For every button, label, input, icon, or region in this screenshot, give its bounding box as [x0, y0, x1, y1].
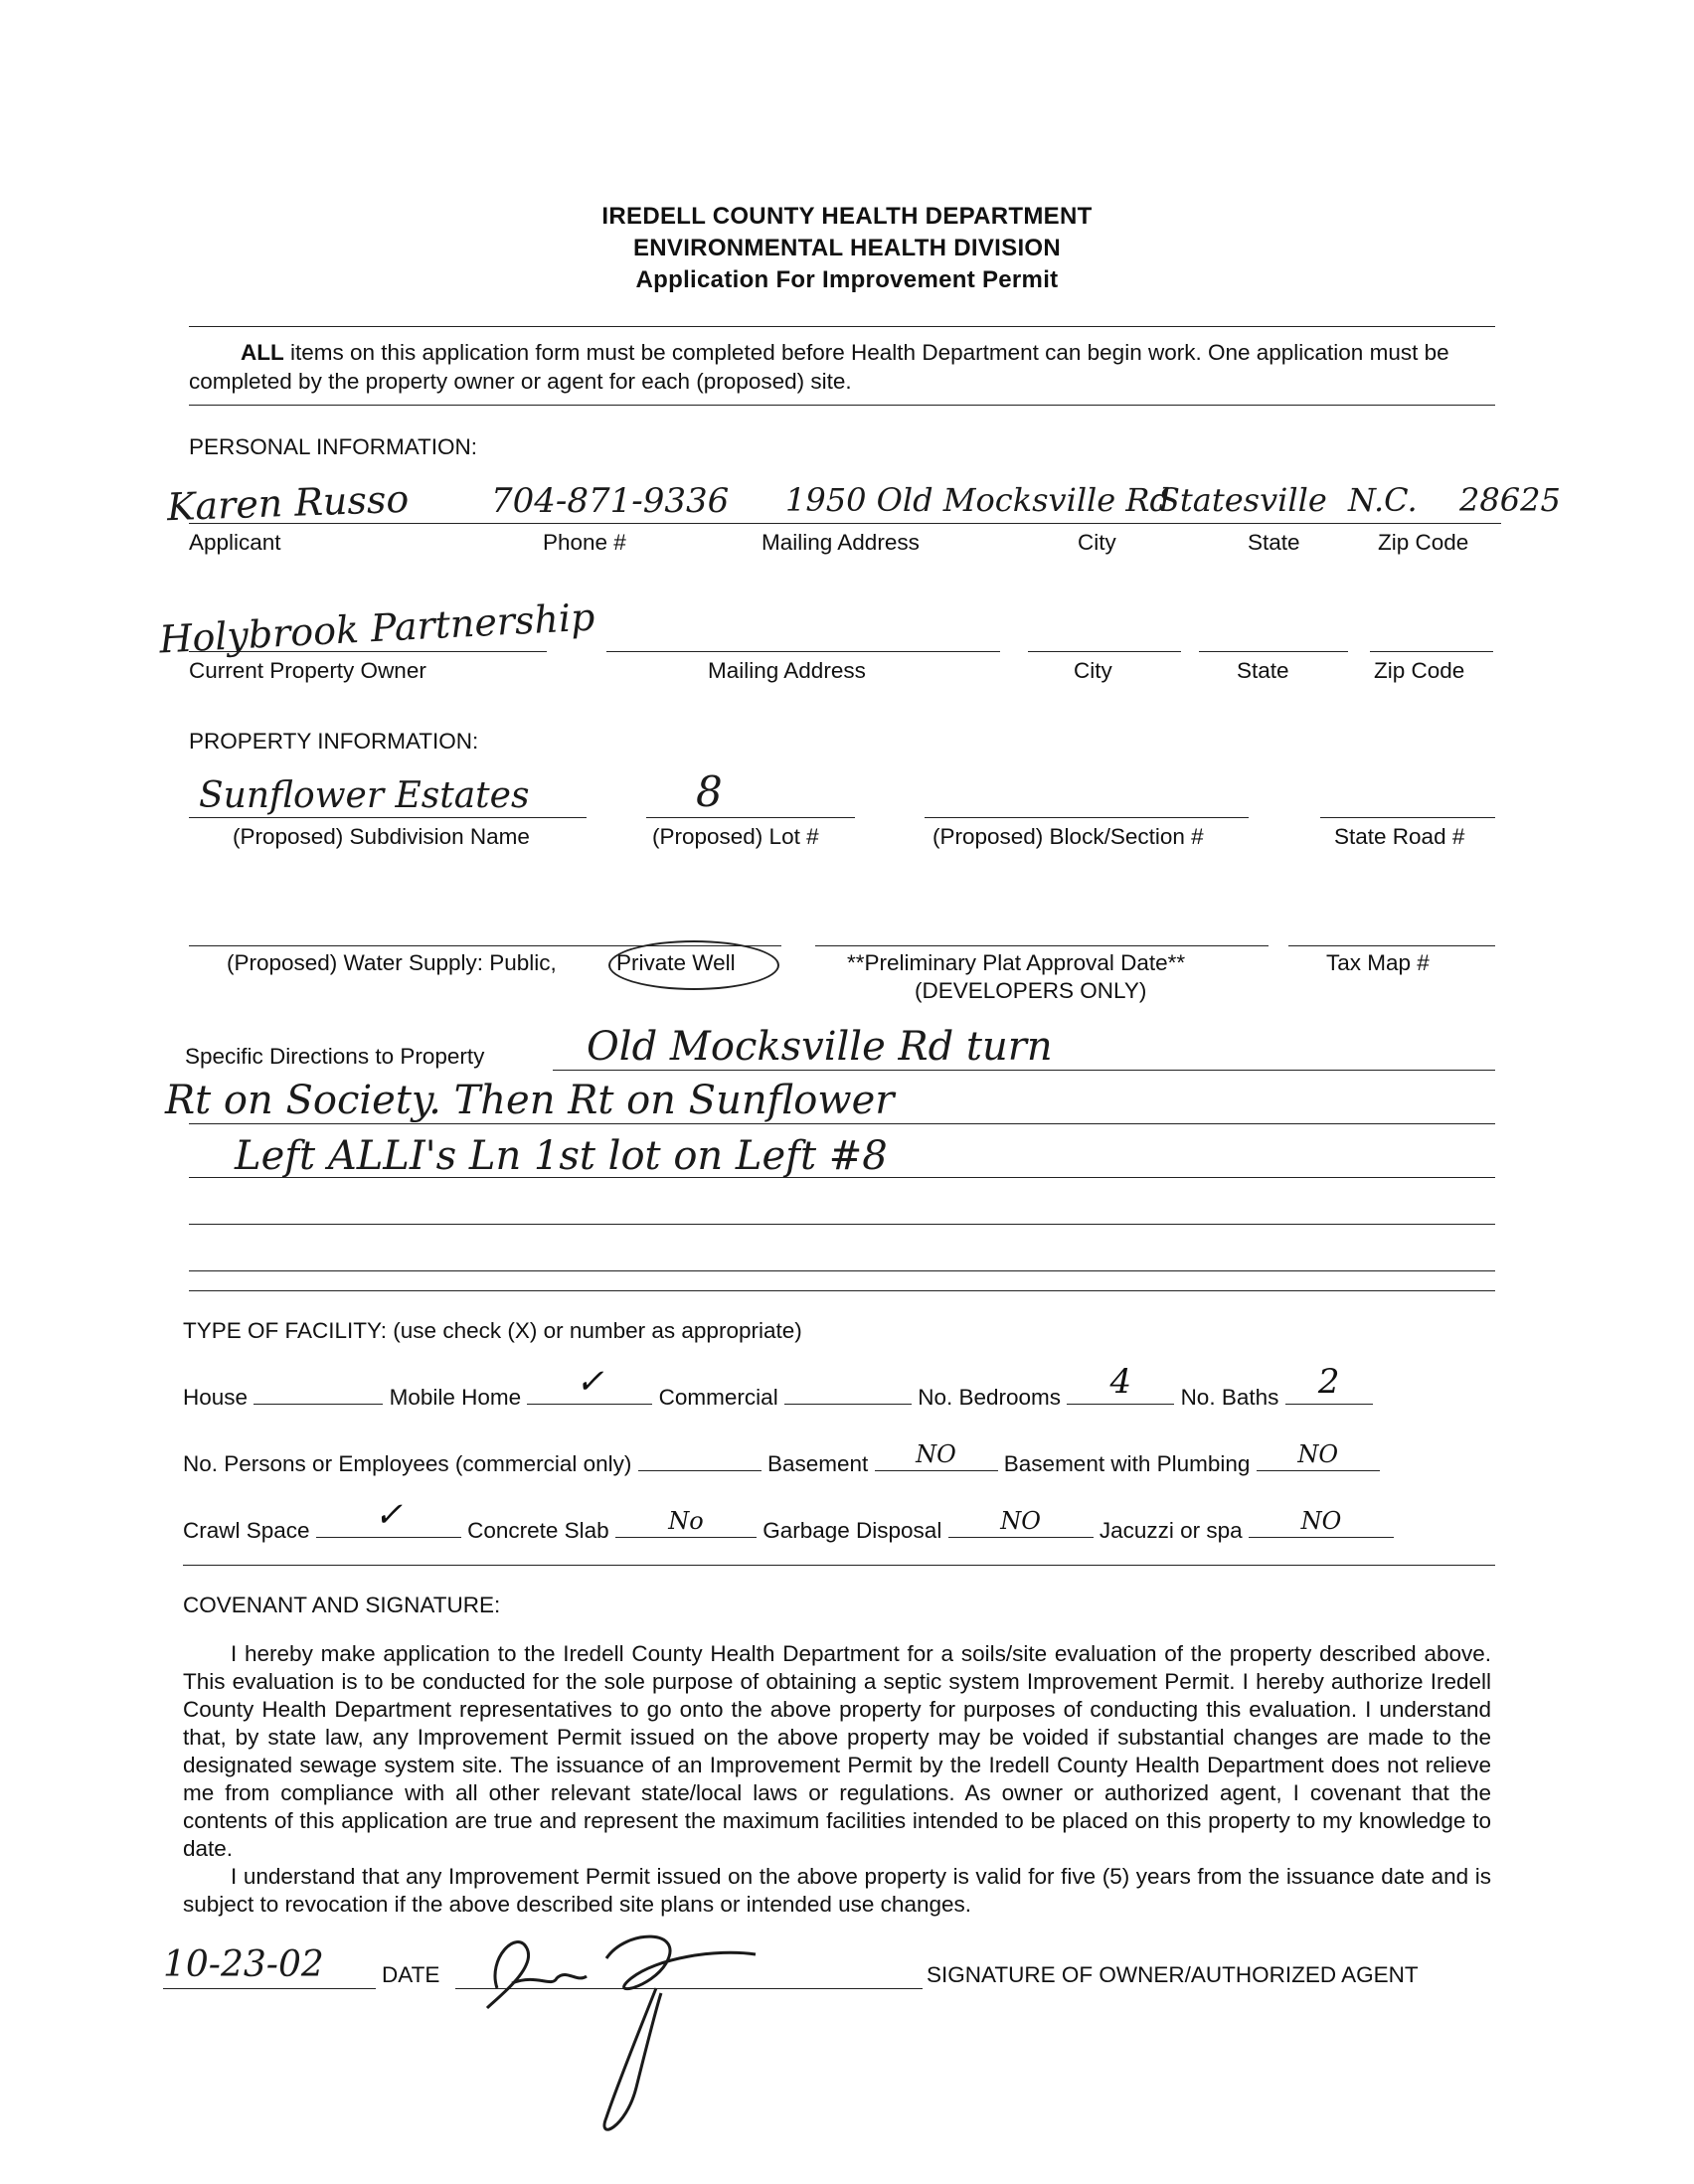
crawl-space-field [316, 1495, 461, 1538]
intro-text [189, 338, 1495, 396]
state-value: N.C. [1348, 481, 1418, 519]
road-label: State Road # [1334, 824, 1465, 849]
persons-label: No. Persons or Employees (commercial only) [183, 1451, 632, 1476]
basement-label: Basement [766, 1451, 869, 1476]
owner-state-label: State [1237, 658, 1289, 683]
division-title: ENVIRONMENTAL HEALTH DIVISION [632, 235, 1062, 261]
owner-city-label: City [1074, 658, 1112, 683]
plat-line [815, 945, 1269, 946]
basement-field [875, 1440, 998, 1471]
house-label: House [183, 1385, 249, 1410]
owner-city-line [1028, 651, 1181, 652]
applicant-value: Karen Russo [166, 476, 410, 530]
facility-row-2 [183, 1440, 1380, 1477]
mailing-address-label: Mailing Address [762, 530, 920, 555]
subdivision-label: (Proposed) Subdivision Name [233, 824, 530, 849]
mobile-home-check: ✓ [576, 1362, 604, 1402]
bedrooms-value: 4 [1109, 1362, 1132, 1402]
mobile-home-label: Mobile Home [389, 1385, 522, 1410]
subdivision-line [189, 817, 587, 818]
directions-line2: Rt on Society. Then Rt on Sunflower [165, 1078, 895, 1123]
crawl-space-check: ✓ [374, 1495, 404, 1535]
phone-label: Phone # [543, 530, 626, 555]
house-field [254, 1382, 383, 1405]
city-value: Statesville [1158, 481, 1327, 519]
owner-mailing-label: Mailing Address [708, 658, 866, 683]
jacuzzi-field [1249, 1507, 1394, 1538]
facility-heading: TYPE OF FACILITY: (use check (X) or number as appropriate) [183, 1318, 802, 1343]
basement-plumbing-field [1257, 1440, 1380, 1471]
water-supply-label: (Proposed) Water Supply: Public, [227, 950, 557, 975]
mobile-home-field [527, 1362, 652, 1405]
date-value: 10-23-02 [163, 1944, 324, 1985]
bedrooms-label: No. Bedrooms [918, 1385, 1062, 1410]
date-line [163, 1988, 376, 1989]
commercial-field [784, 1382, 912, 1405]
bedrooms-field [1067, 1362, 1174, 1405]
directions-line3: Left ALLI's Ln 1st lot on Left #8 [235, 1133, 888, 1179]
persons-field [638, 1448, 762, 1471]
directions-rule4 [189, 1224, 1495, 1225]
signature-label: SIGNATURE OF OWNER/AUTHORIZED AGENT [927, 1962, 1419, 1987]
lot-label: (Proposed) Lot # [652, 824, 819, 849]
divider [189, 405, 1495, 406]
handwritten-signature [457, 1889, 775, 2147]
block-label: (Proposed) Block/Section # [932, 824, 1204, 849]
basement-plumbing-label: Basement with Plumbing [1003, 1451, 1251, 1476]
personal-info-heading: PERSONAL INFORMATION: [189, 434, 478, 459]
facility-row-1 [183, 1362, 1373, 1411]
city-label: City [1078, 530, 1116, 555]
directions-line1: Old Mocksville Rd turn [587, 1024, 1053, 1070]
garbage-disposal-value: NO [1000, 1507, 1041, 1535]
phone-value: 704-871-9336 [491, 481, 730, 521]
divider [189, 326, 1495, 327]
divider [183, 1565, 1495, 1566]
intro-body: items on this application form must be completed before Health Department can begin work. One application must be completed by the property owner or agent for each (proposed) site. [189, 340, 1449, 394]
jacuzzi-value: NO [1300, 1507, 1342, 1535]
owner-line [189, 651, 547, 652]
facility-row-3 [183, 1495, 1394, 1544]
garbage-disposal-field [948, 1507, 1094, 1538]
concrete-slab-label: Concrete Slab [467, 1518, 609, 1543]
concrete-slab-field [615, 1507, 757, 1538]
directions-rule1 [553, 1070, 1495, 1071]
owner-value: Holybrook Partnership [158, 594, 596, 662]
commercial-label: Commercial [658, 1385, 778, 1410]
plat-developers-label: (DEVELOPERS ONLY) [915, 978, 1147, 1003]
road-line [1320, 817, 1495, 818]
taxmap-label: Tax Map # [1326, 950, 1430, 975]
lot-value: 8 [696, 767, 723, 816]
applicant-line [189, 523, 1501, 524]
state-label: State [1248, 530, 1300, 555]
directions-rule2 [189, 1123, 1495, 1124]
intro-bold-lead: ALL [241, 340, 284, 365]
basement-plumbing-value: NO [1297, 1440, 1339, 1468]
crawl-space-label: Crawl Space [183, 1518, 310, 1543]
property-info-heading: PROPERTY INFORMATION: [189, 729, 479, 754]
owner-state-line [1199, 651, 1348, 652]
subdivision-value: Sunflower Estates [199, 775, 530, 816]
garbage-disposal-label: Garbage Disposal [762, 1518, 942, 1543]
owner-zip-label: Zip Code [1374, 658, 1465, 683]
form-title: Application For Improvement Permit [635, 266, 1059, 293]
covenant-paragraph-1: I hereby make application to the Iredell County Health Department for a soils/site evaluation of the property described above. This evaluation is to be conducted for the sole purpose of obtaining a septic system Improvement Permit. I hereby authorize Iredell County Health Department representatives to go onto the above property for purposes of conducting this evaluation. I understand that, by state law, any Improvement Permit issued on the above property may be voided if substantial changes are made to the designated sewage system site. The issuance of an Improvement Permit by the Iredell County Health Department does not relieve me from compliance with all other relevant state/local laws or regulations. As owner or authorized agent, I covenant that the contents of this application are true and represent the maximum facilities intended to be placed on this property to my knowledge to date. [183, 1641, 1491, 1861]
directions-rule6 [189, 1290, 1495, 1291]
zip-label: Zip Code [1378, 530, 1469, 555]
zip-value: 28625 [1459, 481, 1561, 519]
directions-rule3 [189, 1177, 1495, 1178]
taxmap-line [1288, 945, 1495, 946]
directions-rule5 [189, 1270, 1495, 1271]
concrete-slab-value: No [668, 1507, 704, 1535]
owner-zip-line [1370, 651, 1493, 652]
owner-label: Current Property Owner [189, 658, 426, 683]
covenant-paragraph-2: I understand that any Improvement Permit issued on the above property is valid for five (5) years from the issuance date and is subject to revocation if the above described site plans or intended use changes. [183, 1864, 1491, 1917]
owner-mailing-line [606, 651, 1000, 652]
basement-value: NO [916, 1440, 956, 1468]
directions-label: Specific Directions to Property [185, 1044, 485, 1069]
baths-label: No. Baths [1180, 1385, 1279, 1410]
mailing-address-value: 1950 Old Mocksville Rd [785, 481, 1170, 519]
lot-line [646, 817, 855, 818]
private-well-label: Private Well [616, 950, 736, 975]
date-label: DATE [382, 1962, 440, 1987]
department-title: IREDELL COUNTY HEALTH DEPARTMENT [601, 203, 1093, 230]
covenant-heading: COVENANT AND SIGNATURE: [183, 1593, 501, 1617]
block-line [925, 817, 1249, 818]
jacuzzi-label: Jacuzzi or spa [1099, 1518, 1243, 1543]
baths-field [1285, 1362, 1373, 1405]
baths-value: 2 [1317, 1362, 1340, 1402]
covenant-text [183, 1640, 1491, 1919]
plat-date-label: **Preliminary Plat Approval Date** [847, 950, 1186, 975]
applicant-label: Applicant [189, 530, 281, 555]
